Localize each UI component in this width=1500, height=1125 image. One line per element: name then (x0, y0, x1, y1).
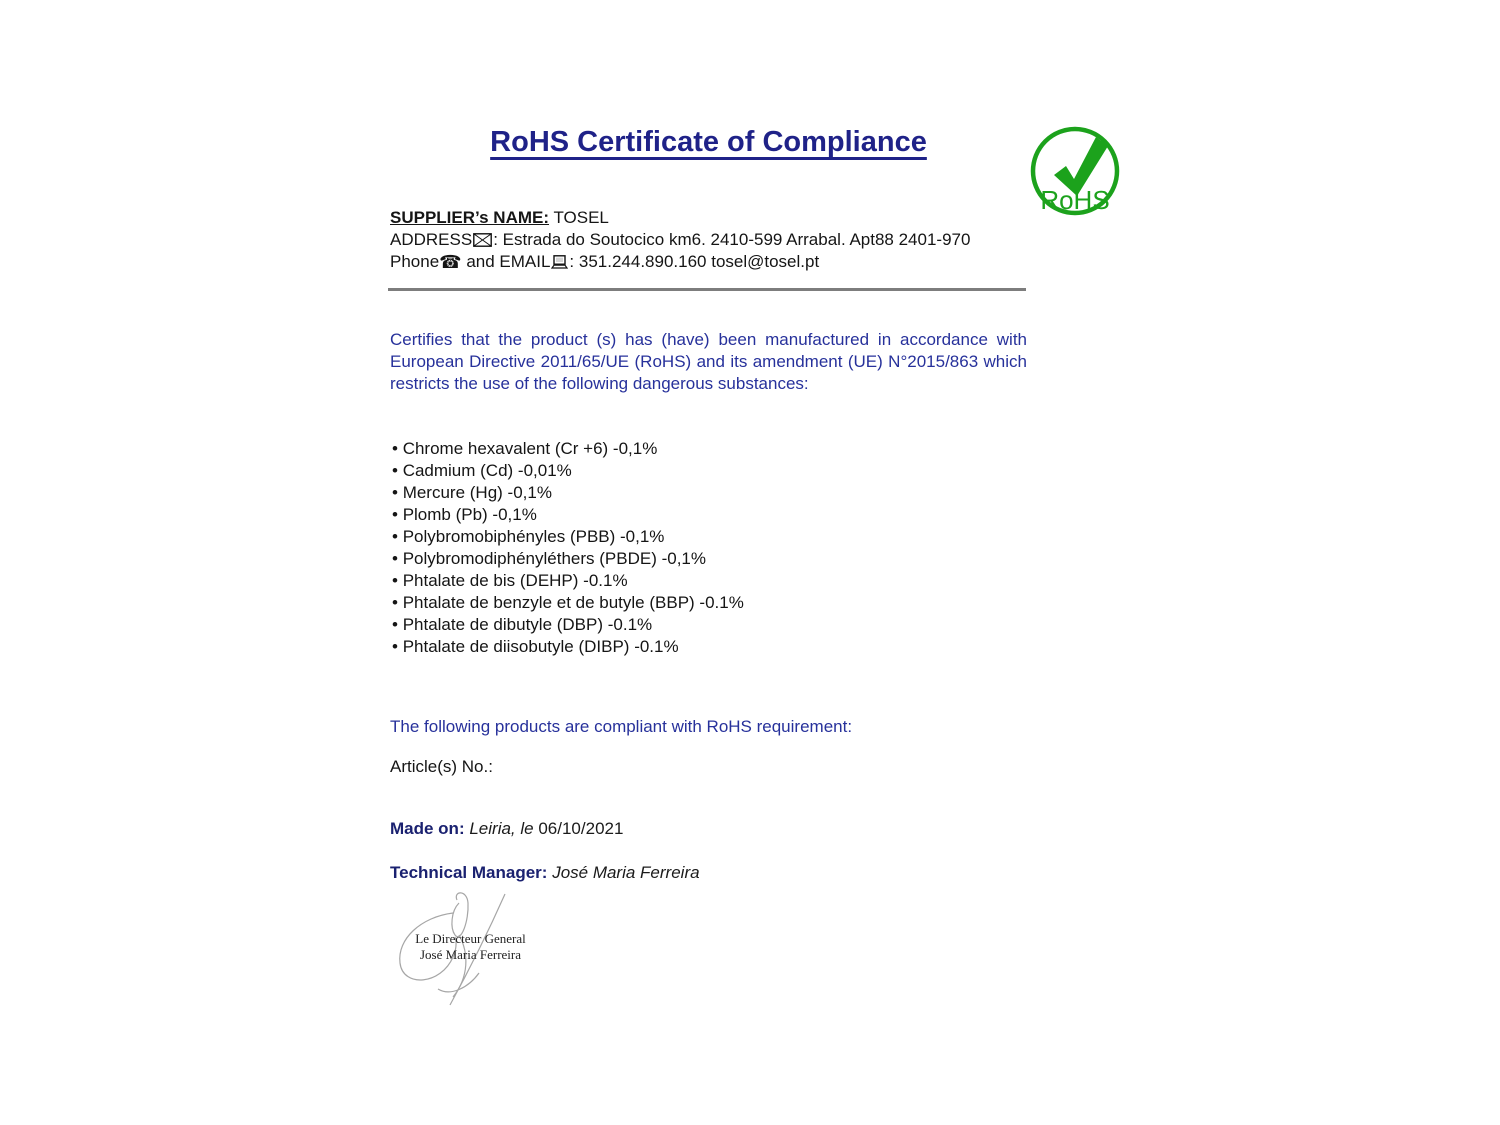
substance-item: • Chrome hexavalent (Cr +6) -0,1% (392, 438, 744, 460)
rohs-logo (1028, 123, 1122, 219)
page-title (390, 126, 1027, 159)
rohs-logo-text: RoHS (1040, 185, 1110, 215)
technical-manager-name: José Maria Ferreira (552, 863, 700, 882)
substances-list (392, 438, 744, 658)
supplier-name-line (390, 207, 970, 229)
envelope-icon (473, 233, 492, 247)
substance-item: • Cadmium (Cd) -0,01% (392, 460, 744, 482)
substance-item: • Phtalate de dibutyle (DBP) -0.1% (392, 614, 744, 636)
certification-paragraph: Certifies that the product (s) has (have) been manufactured in accordance with European Directive 2011/65/UE (RoHS) and its amendment (UE) N°2015/863 which restricts the use of the following dangerous substances: (390, 330, 1027, 393)
substance-item: • Phtalate de bis (DEHP) -0.1% (392, 570, 744, 592)
page-title-text: RoHS Certificate of Compliance (490, 126, 927, 158)
substance-item: • Phtalate de diisobutyle (DIBP) -0.1% (392, 636, 744, 658)
technical-manager-line (390, 863, 700, 883)
substance-item: • Phtalate de benzyle et de butyle (BBP) -0.1% (392, 592, 744, 614)
substance-item: • Mercure (Hg) -0,1% (392, 482, 744, 504)
contact-value: : 351.244.890.160 tosel@tosel.pt (569, 252, 820, 271)
substance-item: • Polybromobiphényles (PBB) -0,1% (392, 526, 744, 548)
supplier-address-line (390, 229, 970, 251)
substance-item: • Polybromodiphényléthers (PBDE) -0,1% (392, 548, 744, 570)
made-on-date: 06/10/2021 (538, 819, 624, 838)
made-on-label: Made on: (390, 819, 465, 838)
signature-name: José Maria Ferreira (419, 947, 522, 962)
address-label: ADDRESS (390, 230, 473, 249)
compliance-statement: The following products are compliant with RoHS requirement: (390, 717, 853, 736)
made-on-line (390, 819, 623, 839)
signature-text (408, 931, 533, 963)
computer-icon (551, 255, 568, 269)
supplier-name-value: TOSEL (553, 208, 609, 227)
address-value: : Estrada do Soutocico km6. 2410-599 Arrabal. Apt88 2401-970 (493, 230, 971, 249)
articles-label: Article(s) No.: (390, 757, 493, 776)
phone-icon: ☎ (439, 252, 462, 272)
phone-label: Phone (390, 252, 440, 271)
made-on-place: Leiria, le (469, 819, 534, 838)
supplier-block (390, 207, 970, 273)
substance-item: • Plomb (Pb) -0,1% (392, 504, 744, 526)
supplier-name-label: SUPPLIER’s NAME: (390, 208, 550, 227)
email-label: and EMAIL (461, 252, 551, 271)
technical-manager-label: Technical Manager: (390, 863, 548, 882)
supplier-contact-line (390, 251, 970, 273)
section-divider (388, 288, 1026, 291)
signature-title: Le Directeur General (415, 931, 526, 946)
